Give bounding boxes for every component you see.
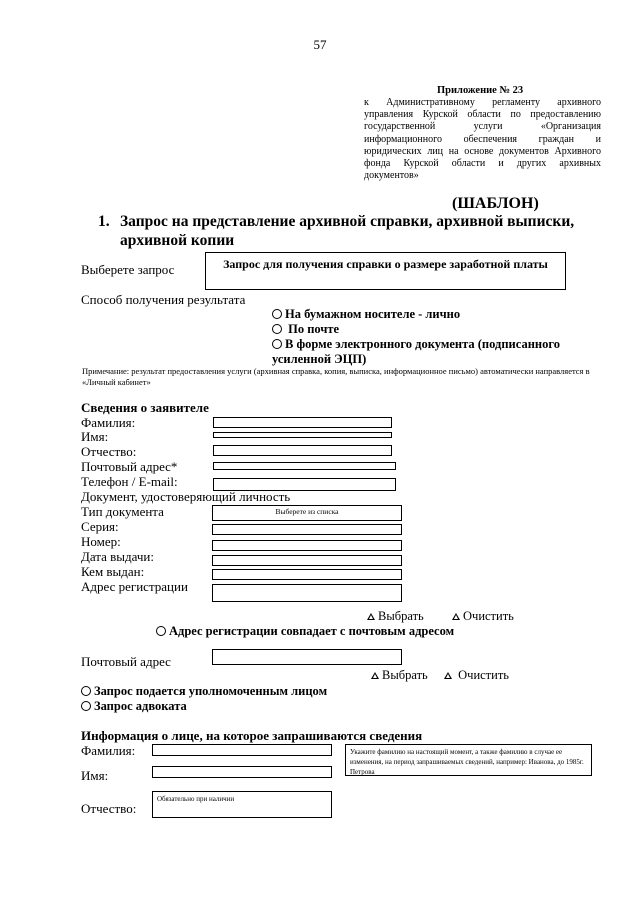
applicant-issue-date-input[interactable] [212,555,402,566]
triangle-icon [444,672,452,679]
applicant-number-label: Номер: [81,534,121,549]
applicant-series-label: Серия: [81,519,119,534]
doc-type-select[interactable]: Выберете из списка [212,505,402,521]
applicant-reg-address-input[interactable] [212,584,402,602]
applicant-name-input[interactable] [213,432,392,438]
note-text: Примечание: результат предоставления услуги (архивная справка, копия, выписка, информационное письмо) автоматически направляется в «Личный кабинет» [82,366,590,387]
delivery-label: Способ получения результата [81,292,246,307]
template-label: (ШАБЛОН) [452,195,539,212]
page-number: 57 [313,37,327,52]
lawyer-option[interactable]: Запрос адвоката [81,699,187,714]
delivery-option-paper[interactable]: На бумажном носителе - лично [272,307,460,322]
heading-text: Запрос на представление архивной справки, архивной выписки, архивной копии [120,213,575,249]
radio-icon[interactable] [272,339,282,349]
radio-icon[interactable] [156,626,166,636]
postal-address-input[interactable] [212,649,402,665]
radio-icon[interactable] [81,701,91,711]
triangle-icon [452,613,460,620]
applicant-doc-type-label: Тип документа [81,504,164,519]
appendix-text: к Административному регламенту архивного управления Курской области по предоставлению государственной услуги «Организация информационного обеспечения граждан и юридических лиц на основе документов Архивного фонда Курской области и других архивных документов» [364,97,601,182]
delivery-option-electronic[interactable]: В форме электронного документа (подписанного усиленной ЭЦП) [272,337,560,366]
applicant-surname-input[interactable] [213,417,392,428]
subject-surname-label: Фамилия: [81,743,136,758]
reg-address-select-button[interactable]: Выбрать [367,609,424,624]
applicant-issued-by-label: Кем выдан: [81,564,145,579]
triangle-icon [371,672,379,679]
applicant-patronymic-label: Отчество: [81,444,137,459]
same-address-option[interactable]: Адрес регистрации совпадает с почтовым адресом [156,624,454,639]
applicant-postal-label: Почтовый адрес* [81,459,178,474]
authorized-person-option[interactable]: Запрос подается уполномоченным лицом [81,684,327,699]
applicant-phone-label: Телефон / E-mail: [81,474,178,489]
request-label: Выберете запрос [81,262,175,277]
surname-hint-box: Укажите фамилию на настоящий момент, а также фамилию в случае ее изменения, на период запрашиваемых сведений, например: Иванова, до 1985г. Петрова [345,744,592,776]
applicant-id-doc-label: Документ, удостоверяющий личность [81,489,291,504]
delivery-option-post[interactable]: По почте [272,322,339,337]
subject-patronymic-input[interactable]: Обязательно при наличии [152,791,332,818]
applicant-number-input[interactable] [212,540,402,551]
subject-name-label: Имя: [81,768,109,783]
postal-address-select-button[interactable]: Выбрать [371,668,428,683]
reg-address-clear-button[interactable]: Очистить [452,609,514,624]
radio-icon[interactable] [272,309,282,319]
applicant-issued-by-input[interactable] [212,569,402,580]
triangle-icon [367,613,375,620]
appendix-title: Приложение № 23 [437,85,524,96]
request-select[interactable]: Запрос для получения справки о размере заработной платы [205,252,566,290]
subject-title: Информация о лице, на которое запрашиваются сведения [81,728,423,743]
applicant-issue-date-label: Дата выдачи: [81,549,155,564]
subject-patronymic-label: Отчество: [81,801,137,816]
applicant-name-label: Имя: [81,429,109,444]
applicant-series-input[interactable] [212,524,402,535]
heading-number: 1. [98,213,110,230]
radio-icon[interactable] [272,324,282,334]
applicant-title: Сведения о заявителе [81,400,209,415]
subject-name-input[interactable] [152,766,332,778]
applicant-patronymic-input[interactable] [213,445,392,456]
radio-icon[interactable] [81,686,91,696]
subject-surname-input[interactable] [152,744,332,756]
postal-address-clear-button[interactable]: Очистить [444,668,509,683]
applicant-postal-input[interactable] [213,462,396,470]
applicant-reg-address-label: Адрес регистрации [81,579,188,594]
applicant-surname-label: Фамилия: [81,415,136,430]
postal-address-label: Почтовый адрес [81,654,171,669]
